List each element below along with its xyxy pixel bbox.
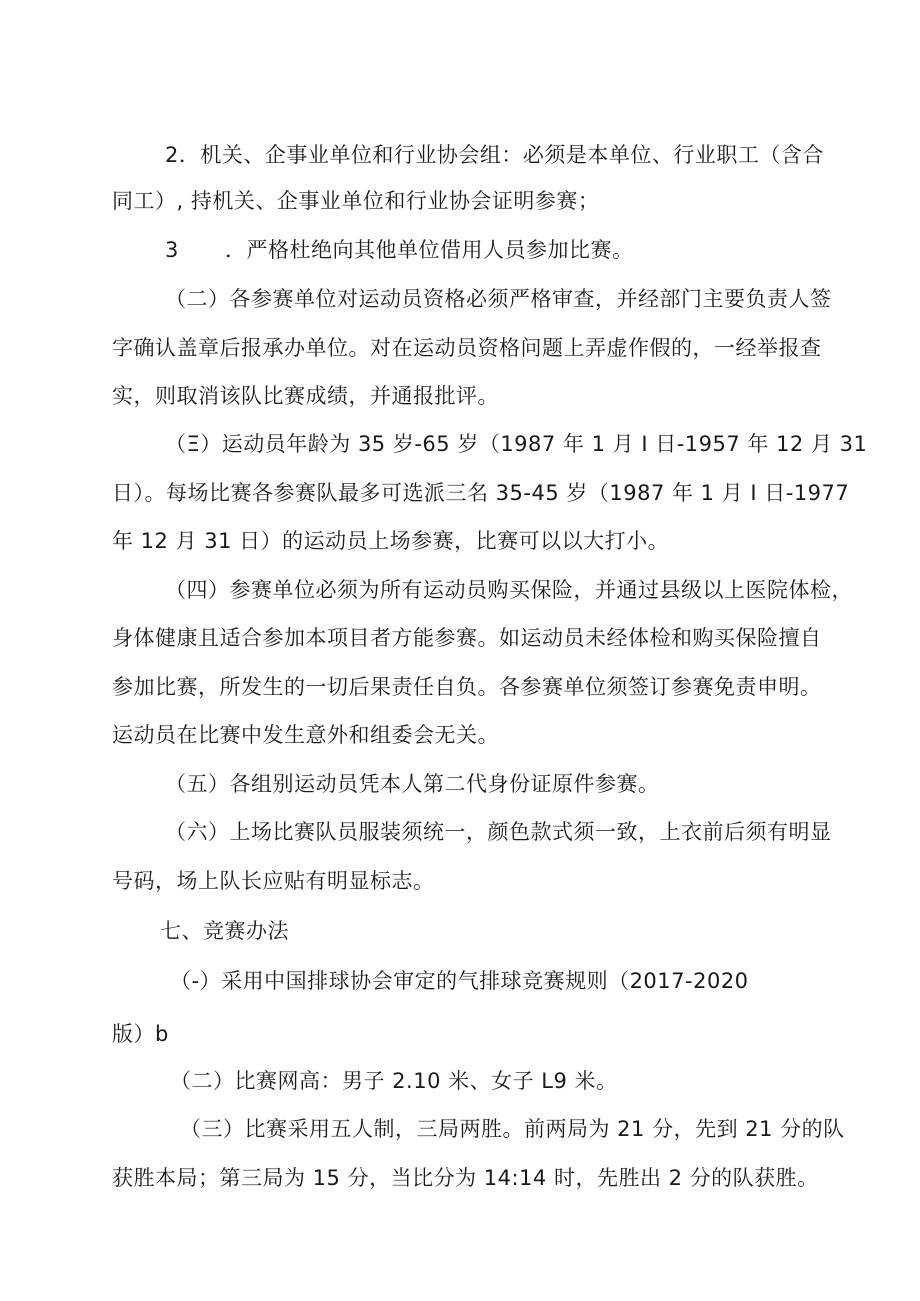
- paragraph-line: [0, 235, 920, 265]
- line-text: 运动员在比赛中发生意外和组委会无关。: [112, 723, 499, 747]
- heading-text: 七、竞赛办法: [160, 919, 289, 943]
- line-text: （-）采用中国排球协会审定的气排球竞赛规则（2017-2020: [170, 969, 749, 993]
- line-text: 2．机关、企事业单位和行业协会组：必须是本单位、行业职工（含合: [165, 143, 824, 167]
- paragraph-line: [0, 478, 920, 508]
- paragraph-line: [0, 817, 920, 847]
- line-text: 版）b: [112, 1022, 169, 1046]
- line-text: （五）各组别运动员凭本人第二代身份证原件参赛。: [165, 772, 660, 796]
- paragraph-line: [0, 966, 920, 996]
- line-text: 号码，场上队长应贴有明显标志。: [112, 869, 435, 893]
- paragraph-line: [0, 1066, 920, 1096]
- paragraph-line: [0, 140, 920, 170]
- paragraph-line: [0, 186, 920, 216]
- line-text: 获胜本局；第三局为 15 分，当比分为 14:14 时，先胜出 2 分的队获胜。: [112, 1166, 819, 1190]
- line-text: （四）参赛单位必须为所有运动员购买保险，并通过县级以上医院体检，: [165, 578, 853, 602]
- paragraph-line: [0, 866, 920, 896]
- line-text: 年 12 月 31 日）的运动员上场参赛，比赛可以以大打小。: [112, 529, 670, 553]
- line-text: 日）。每场比赛各参赛队最多可选派三名 35-45 岁（1987 年 1 月 I 日-1977: [112, 481, 850, 505]
- paragraph-line: [0, 623, 920, 653]
- line-text: （六）上场比赛队员服装须统一，颜色款式须一致，上衣前后须有明显: [165, 820, 832, 844]
- paragraph-line: [0, 381, 920, 411]
- paragraph-line: [0, 672, 920, 702]
- paragraph-line: [0, 333, 920, 363]
- line-text: ．严格杜绝向其他单位借用人员参加比赛。: [225, 238, 634, 262]
- paragraph-line: [0, 429, 920, 459]
- item-number: 3: [165, 238, 179, 262]
- line-text: （Ξ）运动员年龄为 35 岁-65 岁（1987 年 1 月 I 日-1957 年 12 月 31: [165, 432, 868, 456]
- paragraph-line: [0, 1114, 920, 1144]
- line-text: 实，则取消该队比赛成绩，并通报批评。: [112, 384, 499, 408]
- paragraph-line: [0, 526, 920, 556]
- line-text: 同工）, 持机关、企事业单位和行业协会证明参赛；: [112, 189, 600, 213]
- section-heading: [0, 916, 920, 946]
- paragraph-line: [0, 1019, 920, 1049]
- paragraph-line: [0, 769, 920, 799]
- line-text: 身体健康且适合参加本项目者方能参赛。如运动员未经体检和购买保险擅自: [112, 626, 822, 650]
- paragraph-line: [0, 284, 920, 314]
- line-text: （二）各参赛单位对运动员资格必须严格审查，并经部门主要负责人签: [165, 287, 832, 311]
- paragraph-line: [0, 720, 920, 750]
- paragraph-line: [0, 1163, 920, 1193]
- line-text: 字确认盖章后报承办单位。对在运动员资格问题上弄虚作假的，一经举报查: [112, 336, 822, 360]
- line-text: 参加比赛，所发生的一切后果责任自负。各参赛单位须签订参赛免责申明。: [112, 675, 822, 699]
- paragraph-line: [0, 575, 920, 605]
- line-text: （三）比赛采用五人制，三局两胜。前两局为 21 分，先到 21 分的队: [180, 1117, 845, 1141]
- line-text: （二）比赛网高：男子 2.10 米、女子 L9 米。: [170, 1069, 618, 1093]
